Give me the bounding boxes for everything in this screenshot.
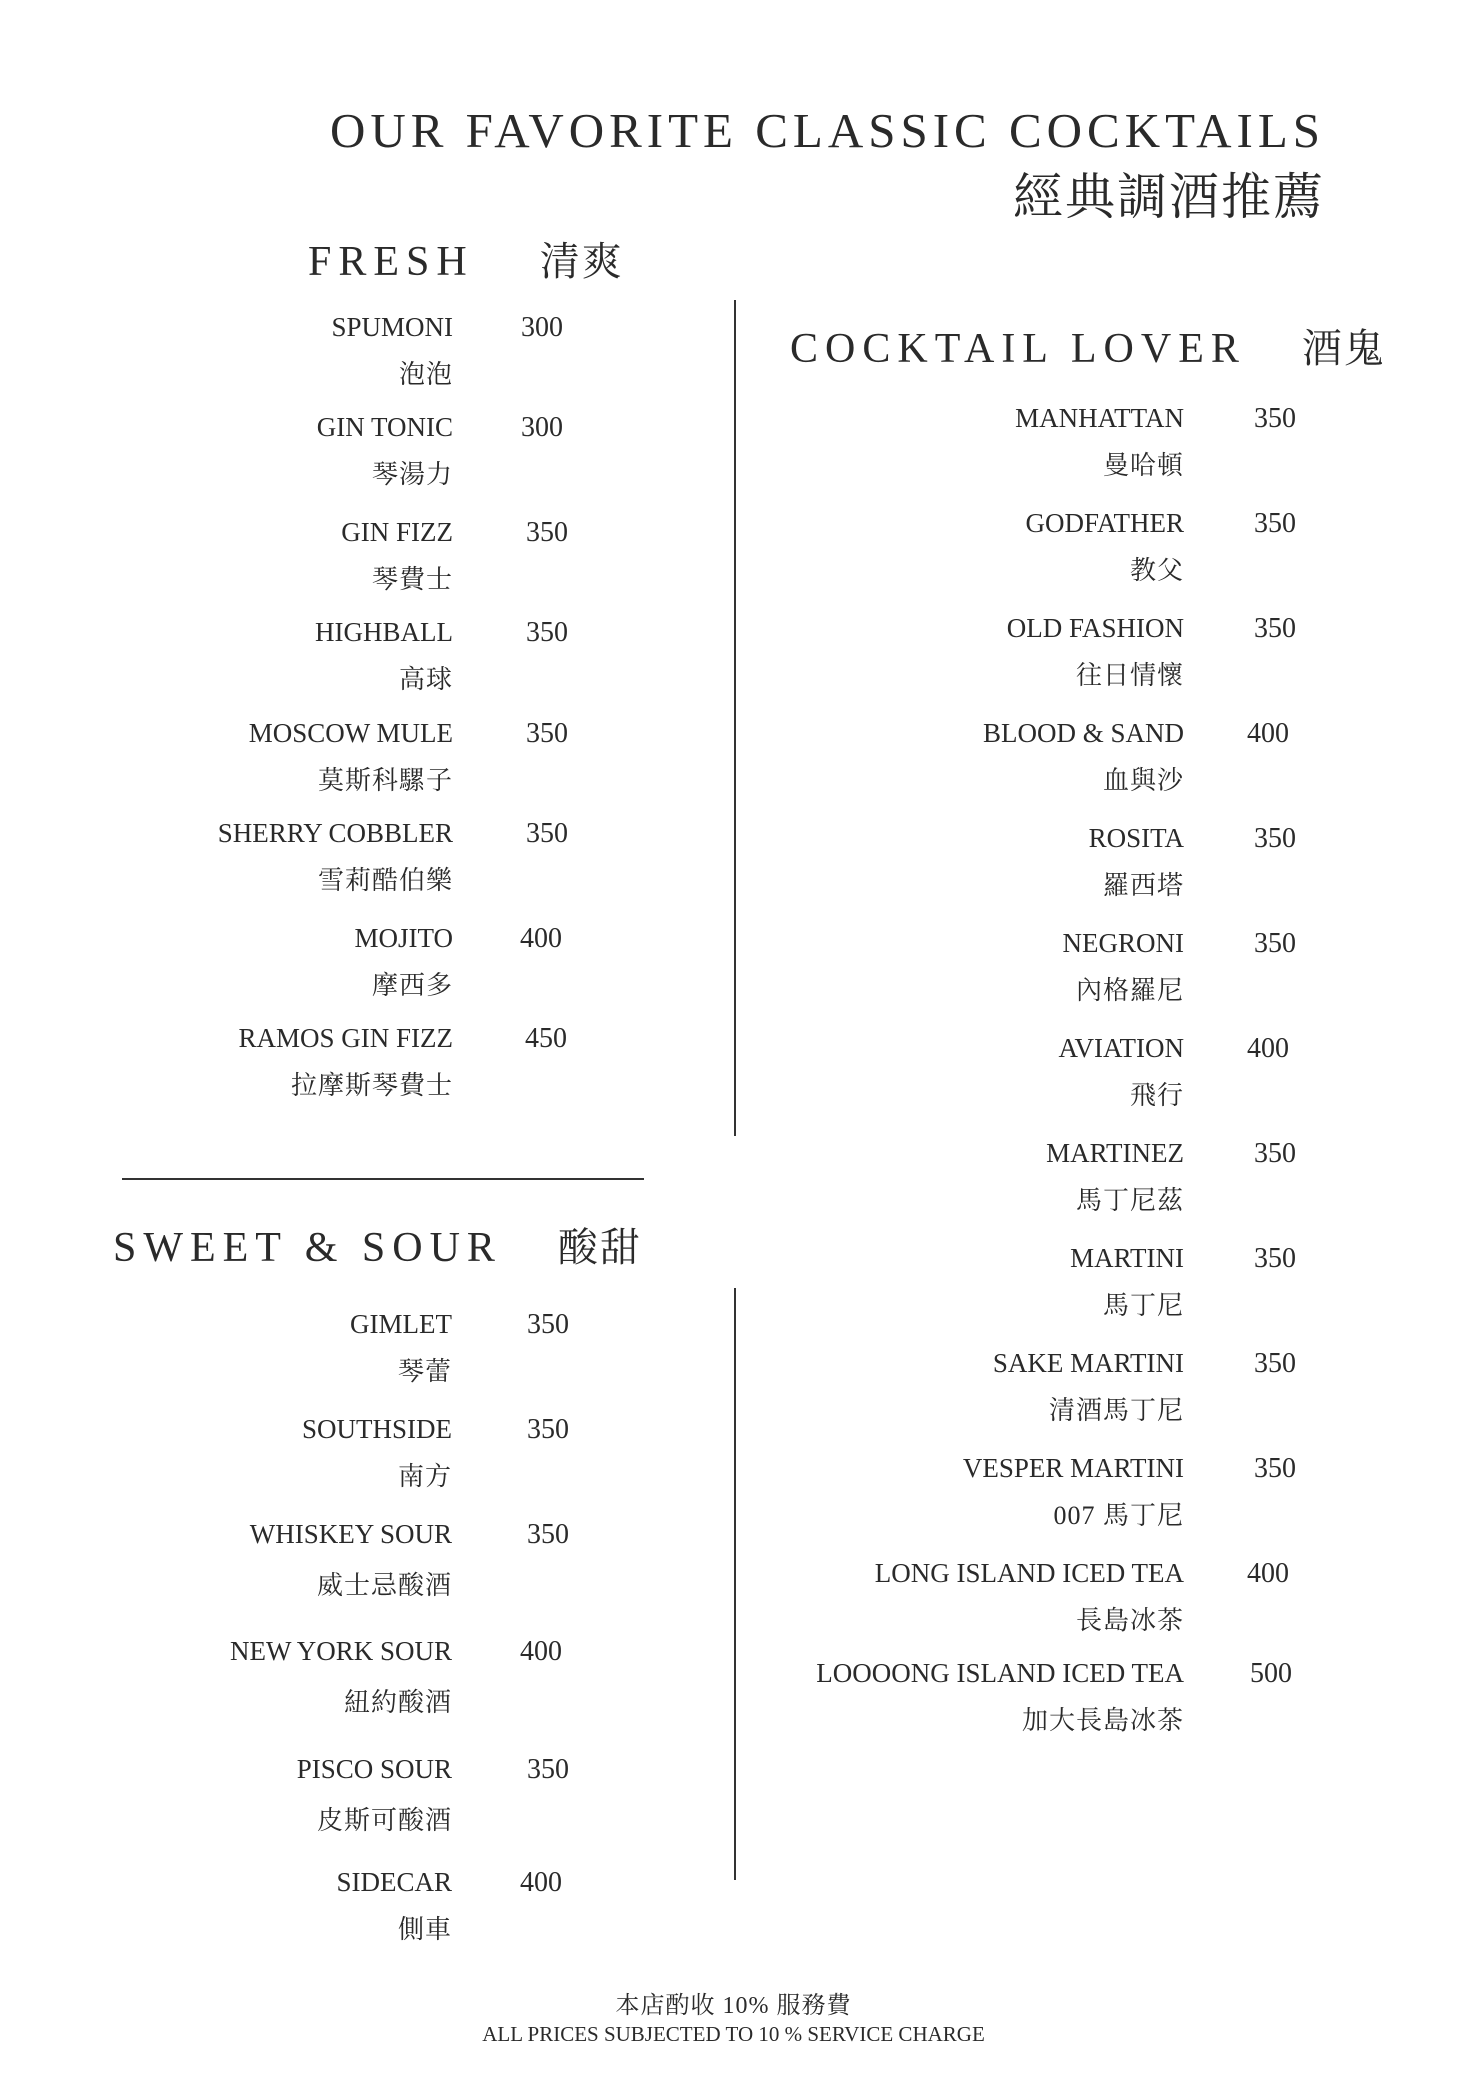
menu-item [780,1558,1289,1648]
menu-item [150,1309,569,1399]
item-name-chinese: 羅西塔 [1102,871,1184,900]
item-price: 400 [1247,1558,1289,1589]
menu-item [780,928,1296,1018]
service-charge-note-english: ALL PRICES SUBJECTED TO 10 % SERVICE CHARGE [482,2022,985,2046]
item-price: 400 [1247,1033,1289,1064]
item-price: 300 [521,312,563,343]
item-name-chinese: 莫斯科騾子 [317,766,453,795]
item-price: 350 [527,1519,569,1550]
item-name: GIN FIZZ [341,517,453,547]
item-name: RAMOS GIN FIZZ [238,1023,453,1053]
item-price: 350 [1254,1138,1296,1169]
menu-item [150,923,562,1013]
item-name-chinese: 教父 [1129,556,1184,585]
item-name-chinese: 側車 [397,1915,452,1944]
item-name-chinese: 摩西多 [371,971,453,1000]
menu-item [150,1754,569,1844]
item-name-chinese: 琴費士 [371,565,453,594]
item-name-chinese: 長島冰茶 [1075,1606,1184,1635]
section-title-english: COCKTAIL LOVER [790,326,1246,372]
item-price: 350 [526,617,568,648]
menu-item [150,718,568,808]
item-name: GIN TONIC [316,412,453,442]
menu-item [780,1658,1292,1748]
item-price: 350 [1254,403,1296,434]
item-name-chinese: 血與沙 [1102,766,1184,795]
menu-item [150,1414,569,1504]
item-name: MARTINEZ [1046,1138,1184,1168]
column-divider-bottom [734,1288,736,1880]
menu-item [150,1023,567,1113]
item-price: 350 [526,517,568,548]
item-name: OLD FASHION [1006,613,1184,643]
item-name-chinese: 馬丁尼茲 [1075,1186,1184,1215]
section-title-chinese: 酸甜 [557,1225,642,1270]
item-price: 350 [1254,823,1296,854]
menu-item [780,613,1296,703]
item-price: 500 [1250,1658,1292,1689]
item-name-chinese: 往日情懷 [1075,661,1184,690]
item-price: 400 [520,923,562,954]
section-title-english: FRESH [308,239,474,285]
item-name: VESPER MARTINI [962,1453,1184,1483]
menu-item [780,1033,1289,1123]
menu-item [780,1348,1296,1438]
item-price: 300 [521,412,563,443]
item-name-chinese: 紐約酸酒 [343,1688,452,1717]
item-name: BLOOD & SAND [982,718,1184,748]
column-divider-top [734,300,736,1136]
item-name-chinese: 雪莉酷伯樂 [317,866,453,895]
item-name: SAKE MARTINI [992,1348,1184,1378]
item-name: GODFATHER [1025,508,1184,538]
item-name: AVIATION [1058,1033,1184,1063]
item-name-chinese: 高球 [398,665,453,694]
page-title [330,100,1325,232]
item-price: 400 [520,1636,562,1667]
item-name: MANHATTAN [1015,403,1184,433]
menu-item [780,823,1296,913]
menu-item [150,312,563,402]
item-name: NEGRONI [1062,928,1184,958]
section-heading-fresh [308,230,624,287]
item-name: SOUTHSIDE [301,1414,452,1444]
menu-item [150,412,563,502]
item-price: 450 [525,1023,567,1054]
item-name: GIMLET [350,1309,452,1339]
item-price: 350 [526,818,568,849]
item-price: 400 [520,1867,562,1898]
section-divider [122,1178,644,1180]
menu-item [150,818,568,908]
item-name-chinese: 琴蕾 [397,1357,452,1386]
section-title-english: SWEET & SOUR [113,1225,502,1271]
item-price: 350 [1254,1453,1296,1484]
section-heading-cocktail-lover [790,317,1386,374]
item-price: 350 [526,718,568,749]
service-charge-note-chinese: 本店酌收 10% 服務費 [615,1993,852,2019]
menu-item [150,617,568,707]
item-name-chinese: 威士忌酸酒 [316,1571,452,1600]
menu-item [150,1636,562,1726]
item-name: MOJITO [354,923,453,953]
menu-item [780,1243,1296,1333]
item-name: SHERRY COBBLER [217,818,453,848]
title-english: OUR FAVORITE CLASSIC COCKTAILS [329,103,1325,158]
item-name-chinese: 琴湯力 [371,460,453,489]
item-name-chinese: 南方 [397,1462,452,1491]
item-name: HIGHBALL [315,617,453,647]
item-name: LONG ISLAND ICED TEA [874,1558,1184,1588]
menu-item [780,718,1289,808]
item-name-chinese: 馬丁尼 [1102,1291,1184,1320]
item-name-chinese: 飛行 [1129,1081,1184,1110]
item-name: NEW YORK SOUR [229,1636,452,1666]
item-name: WHISKEY SOUR [249,1519,452,1549]
item-name: ROSITA [1088,823,1184,853]
title-chinese: 經典調酒推薦 [1013,169,1325,225]
item-name-chinese: 曼哈頓 [1102,451,1184,480]
item-name-chinese: 007 馬丁尼 [1053,1501,1184,1530]
menu-item [150,1519,569,1609]
item-name-chinese: 拉摩斯琴費士 [290,1071,453,1100]
item-price: 350 [1254,508,1296,539]
item-price: 350 [527,1414,569,1445]
item-name: MARTINI [1070,1243,1184,1273]
item-price: 350 [1254,613,1296,644]
item-price: 350 [527,1309,569,1340]
item-name: MOSCOW MULE [248,718,453,748]
section-title-chinese: 清爽 [539,239,624,284]
item-name-chinese: 加大長島冰茶 [1021,1706,1184,1735]
item-name-chinese: 皮斯可酸酒 [316,1806,452,1835]
menu-item [150,517,568,607]
item-name: SPUMONI [331,312,453,342]
item-price: 400 [1247,718,1289,749]
item-name: SIDECAR [336,1867,452,1897]
section-title-chinese: 酒鬼 [1301,326,1386,371]
menu-item [780,403,1296,493]
menu-item [780,508,1296,598]
item-name: LOOOONG ISLAND ICED TEA [816,1658,1184,1688]
section-heading-sweet-sour [113,1216,642,1273]
menu-item [780,1453,1296,1543]
item-name-chinese: 泡泡 [398,360,453,389]
item-name: PISCO SOUR [296,1754,452,1784]
item-price: 350 [1254,928,1296,959]
menu-item [780,1138,1296,1228]
item-price: 350 [1254,1243,1296,1274]
menu-item [150,1867,562,1957]
item-name-chinese: 內格羅尼 [1075,976,1184,1005]
item-price: 350 [527,1754,569,1785]
item-price: 350 [1254,1348,1296,1379]
item-name-chinese: 清酒馬丁尼 [1048,1396,1184,1425]
